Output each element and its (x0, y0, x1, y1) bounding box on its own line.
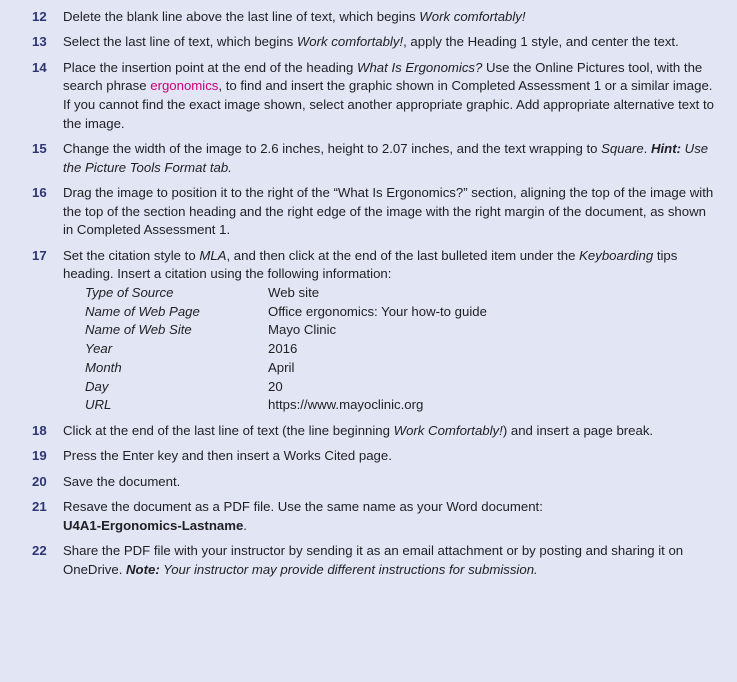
citation-key: Day (85, 378, 109, 394)
step-number: 20 (32, 473, 47, 489)
citation-value: https://www.mayoclinic.org (268, 397, 424, 413)
step-number: 21 (32, 499, 47, 515)
hint-label: Hint: (650, 140, 682, 156)
citation-key: Name of Web Page (85, 303, 200, 319)
citation-key: URL (85, 397, 112, 413)
citation-key: Type of Source (85, 284, 174, 300)
citation-value: 2016 (268, 341, 298, 357)
step-21: 21 Resave the document as a PDF file. Use the same name as your Word document: U4A1-Ergonomics-Lastname. (32, 499, 543, 533)
citation-key: Name of Web Site (85, 322, 192, 338)
citation-value: Web site (268, 284, 320, 300)
step-13: 13 Select the last line of text, which begins Work comfortably!, apply the Heading 1 style, and center the text. (32, 33, 719, 52)
file-name: U4A1-Ergonomics-Lastname (63, 517, 244, 533)
step-number: 14 (32, 59, 47, 75)
step-14: 14 Place the insertion point at the end of the heading What Is Ergonomics? Use the Online Pictures tool, with the search phrase ergonomics, to find and insert the graphic shown in Completed Assessment 1 or a similar image. If you cannot find the exact image shown, select another appropriate graphic. Add appropriate alternative text to the image. (32, 59, 714, 131)
step-17: 17 Set the citation style to MLA, and then click at the end of the last bulleted item under the Keyboarding tips heading. Insert a citation using the following information: Type of Source Web site Name of Web Page Office ergonomics: Your how-to guide Name of Web Site Mayo Clinic Year 2016 Month April Day 20 URL https://www.mayoclinic.org (32, 247, 719, 416)
step-20: 20 Save the document. (32, 473, 719, 492)
citation-key: Month (85, 359, 122, 375)
step-number: 13 (32, 34, 47, 50)
step-number: 16 (32, 184, 47, 200)
step-18: 18 Click at the end of the last line of text (the line beginning Work Comfortably!) and insert a page break. (32, 422, 719, 441)
step-15: 15 Change the width of the image to 2.6 inches, height to 2.07 inches, and the text wrapping to Square. Hint: Use the Picture Tools Format tab. (32, 140, 709, 175)
step-12: 12 Delete the blank line above the last line of text, which begins Work comfortably! (32, 8, 719, 27)
step-16: 16 Drag the image to position it to the right of the “What Is Ergonomics?” section, aligning the top of the image with the top of the section heading and the right edge of the image with the right margin of the document, as shown in Completed Assessment 1. (32, 184, 714, 238)
citation-key: Year (85, 341, 113, 357)
step-19: 19 Press the Enter key and then insert a Works Cited page. (32, 447, 719, 466)
step-number: 12 (32, 9, 47, 24)
citation-value: 20 (268, 378, 283, 394)
step-number: 17 (32, 247, 47, 263)
note-label: Note: (126, 561, 160, 577)
step-number: 15 (32, 140, 47, 156)
step-number: 22 (32, 543, 47, 559)
citation-table (85, 284, 719, 416)
citation-value: April (268, 359, 295, 375)
step-number: 18 (32, 423, 47, 439)
citation-value: Office ergonomics: Your how-to guide (268, 303, 487, 319)
step-number: 19 (32, 448, 47, 464)
step-22: 22 Share the PDF file with your instructor by sending it as an email attachment or by posting and sharing it on OneDrive. Note: Your instructor may provide different instructions for submission. (32, 543, 684, 577)
search-phrase: ergonomics (150, 78, 219, 94)
citation-value: Mayo Clinic (268, 322, 337, 338)
